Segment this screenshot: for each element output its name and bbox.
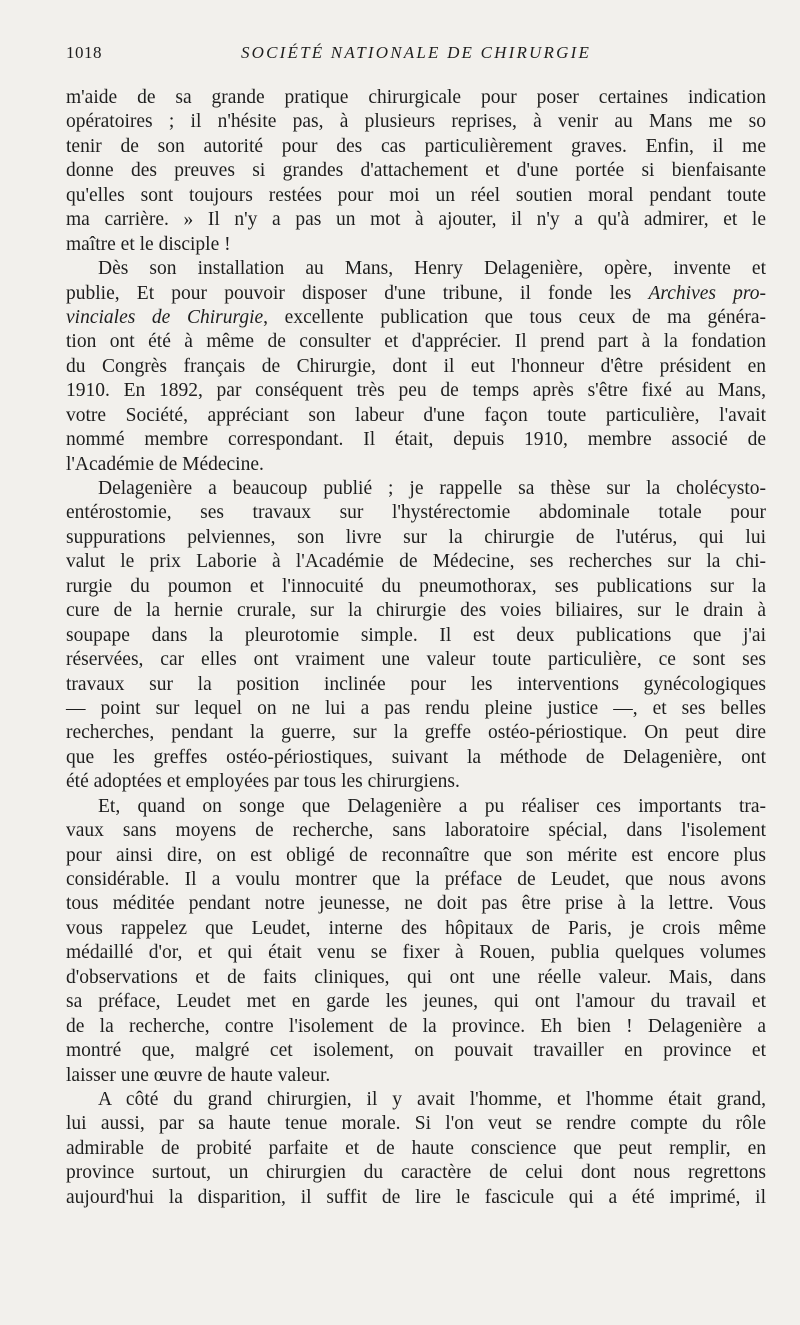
page-header [66, 43, 766, 67]
text-line: tous méditée pendant notre jeunesse, ne doit pas être prise à la lettre. Vous [66, 893, 766, 915]
text-line: laisser une œuvre de haute valeur. [66, 1064, 331, 1086]
text-line: tion ont été à même de consulter et d'apprécier. Il prend part à la fondation [66, 331, 766, 353]
journal-title-part: Archives pro- [648, 282, 766, 304]
text-line: été adoptées et employées par tous les chirurgiens. [66, 771, 460, 793]
text-line: — point sur lequel on ne lui a pas rendu pleine justice —, et ses belles [66, 697, 766, 719]
text-line: soupape dans la pleurotomie simple. Il est deux publications que j'ai [66, 624, 766, 646]
text-line: admirable de probité parfaite et de haute conscience que peut remplir, en [66, 1137, 766, 1159]
text-line: vaux sans moyens de recherche, sans laboratoire spécial, dans l'isolement [66, 820, 766, 842]
text-line: Dès son installation au Mans, Henry Delagenière, opère, invente et [98, 258, 766, 280]
text-line: aujourd'hui la disparition, il suffit de lire le fascicule qui a été imprimé, il [66, 1186, 766, 1208]
text-line: A côté du grand chirurgien, il y avait l'homme, et l'homme était grand, [98, 1088, 766, 1110]
text-line: pour ainsi dire, on est obligé de reconnaître que son mérite est encore plus [66, 844, 766, 866]
text-segment: , excellente publication que tous ceux de ma généra- [263, 306, 766, 328]
text-line: de la recherche, contre l'isolement de la province. Eh bien ! Delagenière a [66, 1015, 766, 1037]
text-line: suppurations pelviennes, son livre sur la chirurgie de l'utérus, qui lui [66, 526, 766, 548]
body-text [66, 86, 766, 1210]
text-line: opératoires ; il n'hésite pas, à plusieurs reprises, à venir au Mans me so [66, 111, 766, 133]
running-title: SOCIÉTÉ NATIONALE DE CHIRURGIE [240, 43, 592, 62]
text-line: nommé membre correspondant. Il était, depuis 1910, membre associé de [66, 429, 766, 451]
text-line: rurgie du poumon et l'innocuité du pneumothorax, ses publications sur la [66, 575, 766, 597]
text-line: réservées, car elles ont vraiment une valeur toute particulière, ce sont ses [66, 649, 766, 671]
text-line: entérostomie, ses travaux sur l'hystérectomie abdominale totale pour [66, 502, 766, 524]
text-line: Et, quand on songe que Delagenière a pu réaliser ces importants tra- [98, 795, 766, 817]
text-line: sa préface, Leudet met en garde les jeunes, qui ont l'amour du travail et [66, 991, 766, 1013]
text-line: m'aide de sa grande pratique chirurgicale pour poser certaines indication [66, 87, 766, 108]
text-line: valut le prix Laborie à l'Académie de Médecine, ses recherches sur la chi- [66, 551, 766, 573]
text-line: 1910. En 1892, par conséquent très peu de temps après s'être fixé au Mans, [66, 380, 766, 402]
text-line: montré que, malgré cet isolement, on pouvait travailler en province et [66, 1040, 766, 1062]
text-line: recherches, pendant la guerre, sur la greffe ostéo-périostique. On peut dire [66, 722, 766, 744]
text-segment: publie, Et pour pouvoir disposer d'une tribune, il fonde les [66, 282, 649, 304]
text-line: que les greffes ostéo-périostiques, suivant la méthode de Delagenière, ont [66, 746, 766, 768]
text-line: province surtout, un chirurgien du caractère de celui dont nous regrettons [66, 1162, 766, 1184]
text-line [66, 306, 766, 330]
text-line: tenir de son autorité pour des cas particulièrement graves. Enfin, il me [66, 135, 766, 157]
text-line [66, 282, 766, 306]
text-line: maître et le disciple ! [66, 233, 231, 255]
text-line: d'observations et de faits cliniques, qui ont une réelle valeur. Mais, dans [66, 966, 766, 988]
text-line: médaillé d'or, et qui était venu se fixer à Rouen, publia quelques volumes [66, 942, 766, 964]
journal-title-part: vinciales de Chirurgie [66, 306, 264, 328]
page-number: 1018 [66, 43, 102, 62]
text-line: qu'elles sont toujours restées pour moi un réel soutien moral pendant toute [66, 184, 766, 206]
text-line: cure de la hernie crurale, sur la chirurgie des voies biliaires, sur le drain à [66, 600, 766, 622]
text-line: l'Académie de Médecine. [66, 453, 264, 475]
text-line: ma carrière. » Il n'y a pas un mot à ajouter, il n'y a qu'à admirer, et le [66, 209, 766, 231]
text-line: donne des preuves si grandes d'attachement et d'une portée si bienfaisante [66, 160, 766, 182]
text-line: votre Société, appréciant son labeur d'une façon toute particulière, l'avait [66, 404, 766, 426]
text-line: du Congrès français de Chirurgie, dont il eut l'honneur d'être président en [66, 355, 766, 377]
text-line: considérable. Il a voulu montrer que la préface de Leudet, que nous avons [66, 869, 766, 890]
text-line: lui aussi, par sa haute tenue morale. Si l'on veut se rendre compte du rôle [66, 1113, 766, 1135]
text-line: travaux sur la position inclinée pour les interventions gynécologiques [66, 673, 766, 695]
text-line: Delagenière a beaucoup publié ; je rappelle sa thèse sur la cholécysto- [98, 478, 766, 499]
text-line: vous rappelez que Leudet, interne des hôpitaux de Paris, je crois même [66, 917, 766, 939]
